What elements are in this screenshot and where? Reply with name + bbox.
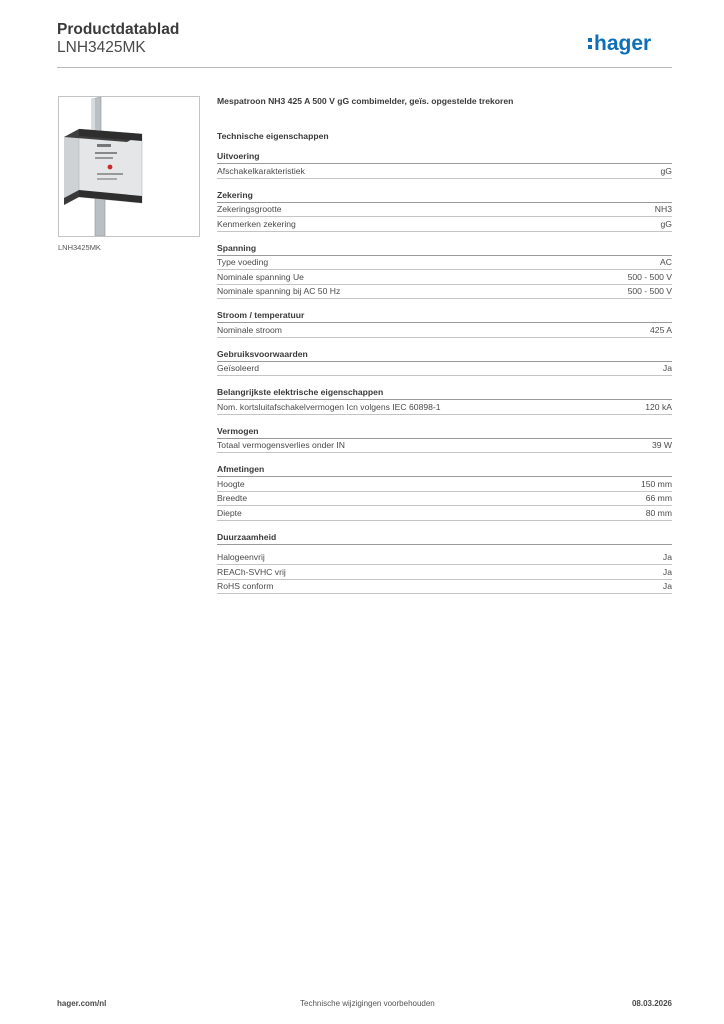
logo-text: hager [594, 32, 652, 55]
product-image [58, 96, 200, 237]
spec-value: 500 - 500 V [627, 286, 672, 297]
spec-label: Hoogte [217, 478, 245, 489]
spec-value: Ja [662, 581, 672, 592]
spec-value: Ja [662, 552, 672, 563]
spec-row [217, 323, 672, 338]
spec-section [217, 463, 672, 521]
spec-section [217, 386, 672, 415]
spec-sections [217, 150, 672, 594]
product-code: LNH3425MK [57, 39, 146, 56]
spec-label: Nominale spanning Ue [217, 271, 304, 282]
spec-row [217, 551, 672, 566]
section-heading: Uitvoering [217, 150, 672, 164]
spec-row [217, 580, 672, 595]
spec-label: Afschakelkarakteristiek [217, 165, 305, 176]
section-heading: Duurzaamheid [217, 531, 672, 545]
footer-website[interactable]: hager.com/nl [57, 999, 107, 1008]
spec-section [217, 189, 672, 232]
tech-heading: Technische eigenschappen [217, 131, 329, 141]
spec-value: 150 mm [640, 478, 672, 489]
spec-section [217, 348, 672, 377]
section-heading: Vermogen [217, 425, 672, 439]
fuse-illustration [59, 97, 199, 236]
footer-notice: Technische wijzigingen voorbehouden [300, 999, 435, 1008]
spec-section [217, 531, 672, 595]
spec-row [217, 492, 672, 507]
spec-value: 425 A [650, 324, 672, 335]
spec-label: Zekeringsgrootte [217, 204, 282, 215]
spec-value: 500 - 500 V [627, 271, 672, 282]
spec-row [217, 203, 672, 218]
image-caption: LNH3425MK [58, 243, 101, 252]
spec-section [217, 242, 672, 300]
spec-row [217, 439, 672, 454]
section-heading: Afmetingen [217, 463, 672, 477]
spec-section [217, 425, 672, 454]
logo-dot-top [588, 38, 592, 42]
spec-row [217, 256, 672, 271]
spec-label: Totaal vermogensverlies onder IN [217, 440, 346, 451]
spec-label: Kenmerken zekering [217, 218, 296, 229]
spec-label: Nom. kortsluitafschakelvermogen Icn volgens IEC 60898-1 [217, 401, 441, 412]
hager-logo [588, 30, 678, 58]
spec-value: AC [660, 257, 672, 268]
spec-label: REACh-SVHC vrij [217, 566, 286, 577]
section-heading: Belangrijkste elektrische eigenschappen [217, 386, 672, 400]
spec-value: 39 W [651, 440, 672, 451]
spec-section [217, 309, 672, 338]
spec-row [217, 362, 672, 377]
spec-value: Ja [662, 566, 672, 577]
spec-value: 120 kA [645, 401, 672, 412]
spec-value: Ja [662, 363, 672, 374]
spec-row [217, 565, 672, 580]
header-divider [57, 67, 672, 68]
spec-row [217, 217, 672, 232]
spec-value: 66 mm [645, 493, 672, 504]
spec-label: Diepte [217, 507, 242, 518]
product-title: Mespatroon NH3 425 A 500 V gG combimelder, geïs. opgestelde trekoren [217, 96, 514, 106]
spec-label: RoHS conform [217, 581, 274, 592]
section-heading: Spanning [217, 242, 672, 256]
spec-label: Halogeenvrij [217, 552, 265, 563]
spec-label: Type voeding [217, 257, 269, 268]
spec-section [217, 150, 672, 179]
spec-row [217, 477, 672, 492]
spec-value: gG [660, 218, 672, 229]
spec-row [217, 400, 672, 415]
spec-row [217, 270, 672, 285]
spec-row [217, 285, 672, 300]
spec-label: Geïsoleerd [217, 363, 260, 374]
spec-value: 80 mm [645, 507, 672, 518]
footer-date: 08.03.2026 [631, 999, 672, 1008]
spec-label: Breedte [217, 493, 248, 504]
spec-label: Nominale spanning bij AC 50 Hz [217, 286, 341, 297]
section-heading: Stroom / temperatuur [217, 309, 672, 323]
spec-row [217, 506, 672, 521]
spec-content [217, 95, 672, 604]
section-heading: Gebruiksvoorwaarden [217, 348, 672, 362]
spec-value: NH3 [654, 204, 672, 215]
spec-value: gG [660, 165, 672, 176]
spec-label: Nominale stroom [217, 324, 282, 335]
spec-row [217, 164, 672, 179]
section-heading: Zekering [217, 189, 672, 203]
page-title: Productdatablad [57, 21, 180, 38]
logo-dot-bottom [588, 45, 592, 49]
